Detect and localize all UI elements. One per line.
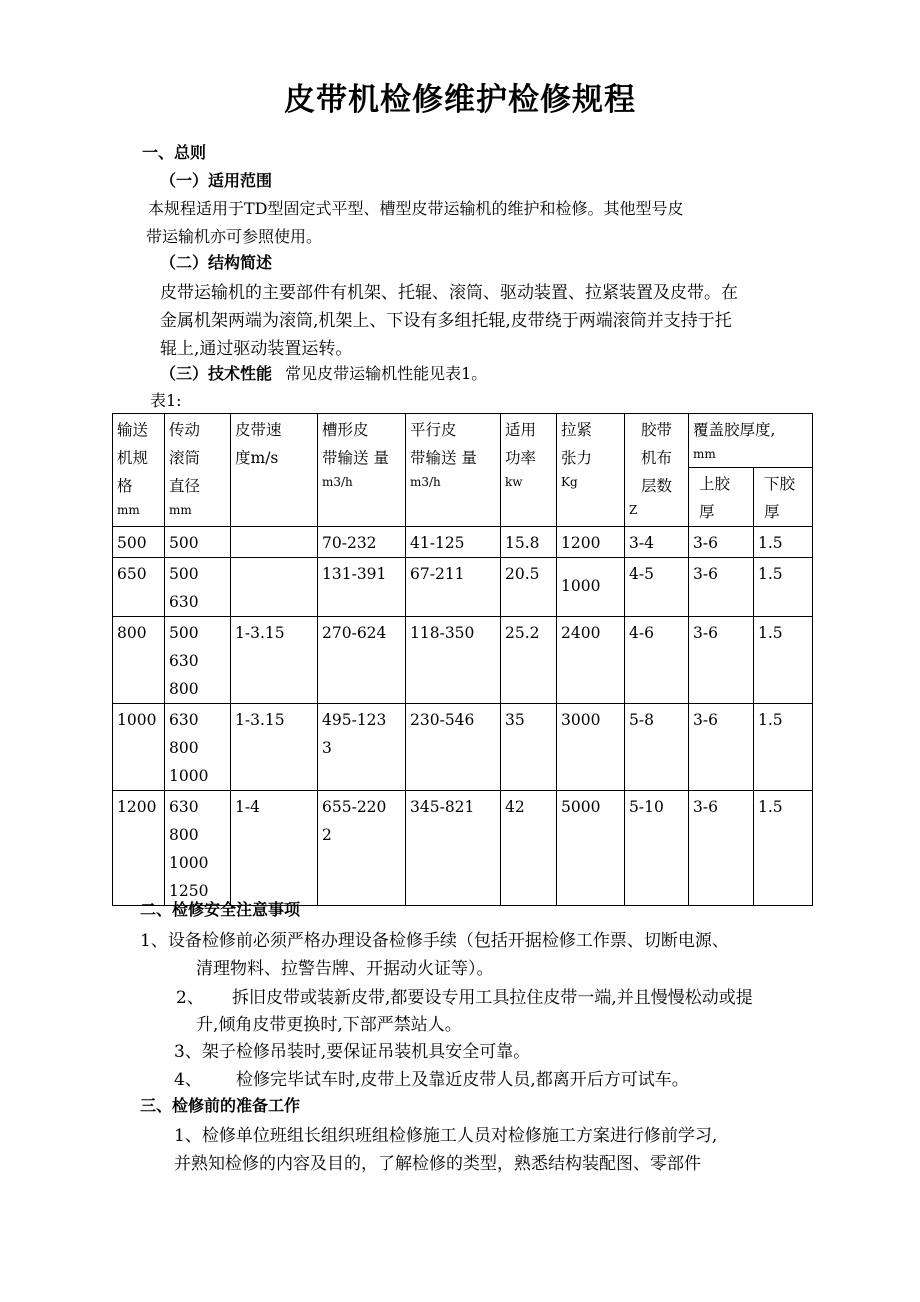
scope-text-line-1: 本规程适用于TD型固定式平型、槽型皮带运输机的维护和检修。其他型号皮 — [148, 199, 684, 218]
cell-text-line: 层数 — [640, 477, 672, 495]
table-cell: 1200 — [113, 791, 165, 906]
table-cell: 1000 — [557, 558, 625, 617]
safety-item-1-line-1: 1、设备检修前必须严格办理设备检修手续（包括开据检修工作票、切断电源、 — [140, 931, 729, 951]
table-cell: 3000 — [557, 704, 625, 791]
table-cell — [165, 527, 231, 558]
cell-text-line: 800 — [169, 680, 199, 698]
preparation-item-1-line-1: 1、检修单位班组长组织班组检修施工人员对检修施工方案进行修前学习, — [174, 1126, 718, 1146]
header-belt-width — [113, 414, 165, 527]
safety-heading: 二、检修安全注意事项 — [140, 900, 301, 919]
table-cell: 500 — [113, 527, 165, 558]
table-row — [113, 617, 813, 704]
table-row — [113, 791, 813, 906]
header-belt-speed — [231, 414, 318, 527]
header-drum-diameter — [165, 414, 231, 527]
table-cell: 1.5 — [754, 704, 813, 791]
cell-text-line: 槽形皮 — [322, 421, 369, 439]
cell-text-line: 厚 — [699, 503, 715, 521]
table-cell: 20.5 — [501, 558, 557, 617]
table-row — [113, 527, 813, 558]
cell-text-line: m3/h — [410, 475, 441, 489]
table-cell: 1.5 — [754, 527, 813, 558]
table-cell: 1-3.15 — [231, 617, 318, 704]
structure-text-line-1: 皮带运输机的主要部件有机架、托辊、滚筒、驱动装置、拉紧装置及皮带。在 — [160, 283, 738, 303]
table-cell: 3-6 — [689, 558, 754, 617]
table-cell: 3-6 — [689, 704, 754, 791]
cell-text-line: 适用 — [505, 421, 537, 439]
table-cell — [318, 704, 406, 791]
cell-text-line: 上胶 — [699, 475, 731, 493]
cell-text-line: 500 — [169, 624, 199, 642]
table-cell: 67-211 — [406, 558, 501, 617]
cell-text-line: 平行皮 — [410, 421, 457, 439]
table-cell: 1200 — [557, 527, 625, 558]
table-cell: 650 — [113, 558, 165, 617]
cell-text-line: 覆盖胶厚度, — [693, 421, 776, 439]
cell-text-line: 1250 — [169, 882, 209, 900]
cell-text-line: 1000 — [169, 854, 209, 872]
cell-text-line: mm — [117, 503, 140, 517]
table-cell: 1-4 — [231, 791, 318, 906]
cell-text-line: 下胶 — [764, 475, 796, 493]
table-cell — [318, 617, 406, 704]
table-cell: 800 — [113, 617, 165, 704]
cell-text-line: 800 — [169, 739, 199, 757]
safety-item-4: 检修完毕试车时,皮带上及靠近皮带人员,都离开后方可试车。 — [236, 1070, 689, 1090]
cell-text-line: 630 — [169, 798, 199, 816]
table-cell: 5-8 — [625, 704, 689, 791]
cell-text-line: 度m/s — [235, 449, 279, 467]
cell-text-line: 630 — [169, 711, 199, 729]
cell-text-line: 功率 — [505, 449, 537, 467]
cell-text-line: 800 — [169, 826, 199, 844]
cell-text-line: mm — [693, 447, 716, 461]
safety-item-1-line-2: 清理物料、拉警告牌、开据动火证等）。 — [196, 959, 494, 979]
structure-heading: （二）结构简述 — [160, 253, 273, 272]
performance-heading: （三）技术性能 — [160, 364, 273, 383]
table-cell: 3-6 — [689, 791, 754, 906]
safety-item-2-line-2: 升,倾角皮带更换时,下部严禁站人。 — [196, 1015, 462, 1035]
header-top-cover — [689, 468, 754, 527]
table-cell — [318, 527, 406, 558]
cell-text-line: 厚 — [764, 503, 780, 521]
table-cell — [165, 791, 231, 906]
table-cell — [165, 558, 231, 617]
table-cell: 1.5 — [754, 791, 813, 906]
table-cell: 1000 — [113, 704, 165, 791]
cell-text-line: 500 — [169, 565, 199, 583]
cell-text-line: 630 — [169, 593, 199, 611]
cell-text-line: 直径 — [169, 477, 201, 495]
cell-text-line: 655-220 — [322, 798, 387, 816]
table-cell: 5-10 — [625, 791, 689, 906]
cell-text-line: 胶带 — [640, 421, 672, 439]
safety-item-4-number: 4、 — [174, 1070, 202, 1090]
cell-text-line: 1000 — [169, 767, 209, 785]
table-cell — [165, 617, 231, 704]
cell-text-line: 500 — [169, 534, 199, 552]
table-cell: 25.2 — [501, 617, 557, 704]
cell-text-line: 张力 — [561, 449, 593, 467]
table-cell: 3-6 — [689, 527, 754, 558]
header-cover-thickness — [689, 414, 813, 468]
table-caption: 表1: — [150, 391, 182, 410]
preparation-heading: 三、检修前的准备工作 — [140, 1096, 301, 1115]
table-cell: 1.5 — [754, 617, 813, 704]
table-cell: 5000 — [557, 791, 625, 906]
section-general-heading: 一、总则 — [142, 143, 207, 162]
table-cell: 15.8 — [501, 527, 557, 558]
structure-text-line-3: 辊上,通过驱动装置运转。 — [160, 339, 353, 359]
header-flat-capacity — [406, 414, 501, 527]
header-power — [501, 414, 557, 527]
cell-text-line: Z — [629, 503, 638, 517]
header-tension — [557, 414, 625, 527]
structure-text-line-2: 金属机架两端为滚筒,机架上、下设有多组托辊,皮带绕于两端滚筒并支持于托 — [160, 311, 732, 331]
table-header-row — [113, 414, 813, 468]
cell-text-line: 格 — [117, 477, 133, 495]
cell-text-line: 带输送 量 — [322, 449, 389, 467]
belt-conveyor-spec-table — [112, 413, 813, 906]
table-cell: 4-6 — [625, 617, 689, 704]
cell-text-line: 滚筒 — [169, 449, 201, 467]
preparation-item-1-line-2: 并熟知检修的内容及目的，了解检修的类型，熟悉结构装配图、零部件 — [174, 1154, 701, 1174]
cell-text-line: 131-391 — [322, 565, 387, 583]
cell-text-line: 3 — [322, 739, 332, 757]
table-cell: 41-125 — [406, 527, 501, 558]
cell-text-line: kw — [505, 475, 523, 489]
header-troughed-capacity — [318, 414, 406, 527]
cell-text-line: 495-123 — [322, 711, 387, 729]
safety-item-3: 3、架子检修吊装时,要保证吊装机具安全可靠。 — [174, 1042, 531, 1062]
cell-text-line: 输送 — [117, 421, 149, 439]
table-cell: 2400 — [557, 617, 625, 704]
page-title: 皮带机检修维护检修规程 — [284, 82, 636, 118]
table-cell: 345-821 — [406, 791, 501, 906]
performance-text: 常见皮带运输机性能见表1。 — [285, 364, 488, 383]
cell-text-line: 2 — [322, 826, 332, 844]
cell-text-line: 传动 — [169, 421, 201, 439]
table-cell: 1-3.15 — [231, 704, 318, 791]
table-cell: 3-6 — [689, 617, 754, 704]
table-cell — [231, 527, 318, 558]
table-cell — [231, 558, 318, 617]
scope-heading: （一）适用范围 — [160, 171, 273, 190]
header-bottom-cover — [754, 468, 813, 527]
table-cell: 35 — [501, 704, 557, 791]
table-cell: 4-5 — [625, 558, 689, 617]
table-cell: 1.5 — [754, 558, 813, 617]
table-cell — [318, 791, 406, 906]
safety-item-2-number: 2、 — [176, 988, 204, 1008]
cell-text-line: 皮带速 — [235, 421, 282, 439]
table-row — [113, 704, 813, 791]
cell-text-line: mm — [169, 503, 192, 517]
header-plies — [625, 414, 689, 527]
table-cell: 3-4 — [625, 527, 689, 558]
table-cell: 230-546 — [406, 704, 501, 791]
safety-item-2-line-1: 拆旧皮带或装新皮带,都要设专用工具拉住皮带一端,并且慢慢松动或提 — [232, 988, 753, 1008]
table-cell — [165, 704, 231, 791]
scope-text-line-2: 带运输机亦可参照使用。 — [146, 227, 323, 246]
cell-text-line: 机布 — [640, 449, 672, 467]
cell-text-line: 带输送 量 — [410, 449, 477, 467]
cell-text-line: 70-232 — [322, 534, 377, 552]
cell-text-line: 机规 — [117, 449, 149, 467]
performance-line — [160, 361, 487, 384]
cell-text-line: 拉紧 — [561, 421, 593, 439]
table-cell — [318, 558, 406, 617]
cell-text-line: 630 — [169, 652, 199, 670]
cell-text-line: 270-624 — [322, 624, 387, 642]
cell-text-line: m3/h — [322, 475, 353, 489]
cell-text-line: Kg — [561, 475, 578, 489]
table-cell: 42 — [501, 791, 557, 906]
table-row — [113, 558, 813, 617]
table-cell: 118-350 — [406, 617, 501, 704]
